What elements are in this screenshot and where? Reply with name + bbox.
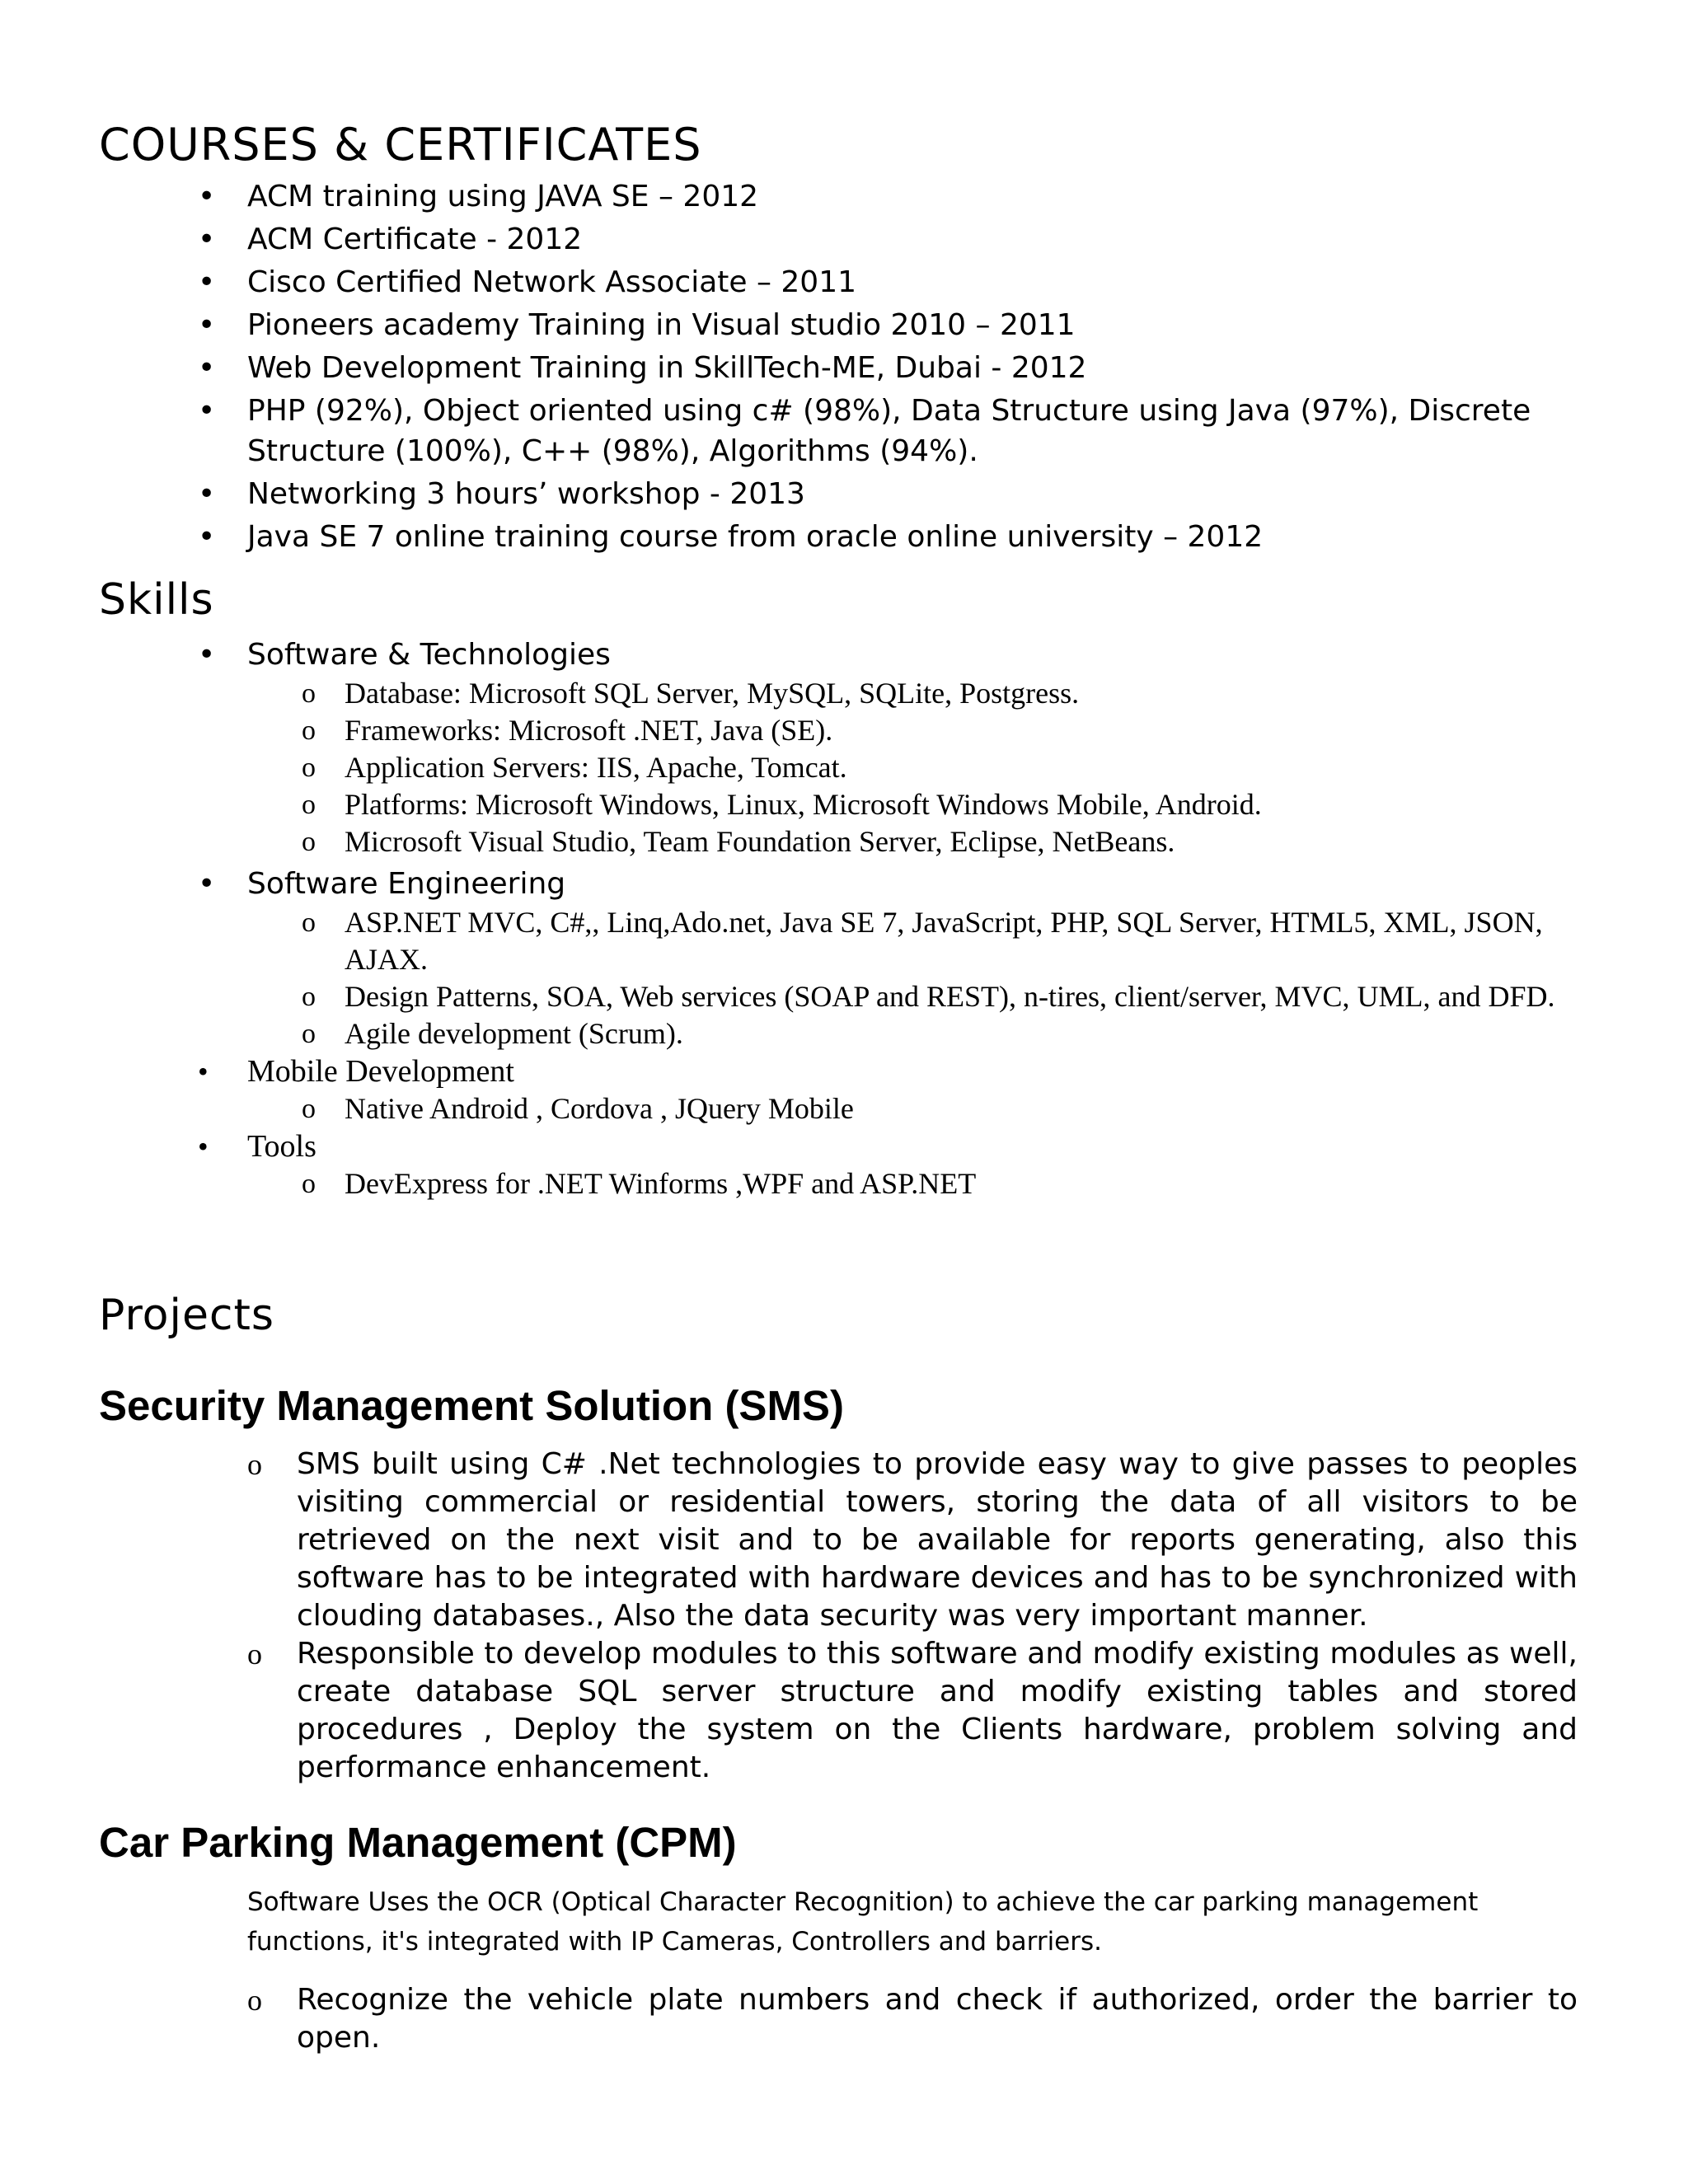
courses-heading: COURSES & CERTIFICATES [99,119,702,171]
projects-heading: Projects [99,1291,275,1340]
sub-bullet-icon: o [302,790,316,820]
skill-group-software-engineering [0,864,1688,1052]
bullet-icon: • [198,308,216,342]
list-item: • Web Development Training in SkillTech-ME, Dubai - 2012 [0,348,1688,388]
skill-group-label: Software & Technologies [247,638,611,672]
sub-bullet-icon: o [302,715,316,746]
sub-bullet-icon: o [302,907,316,938]
list-item: o Microsoft Visual Studio, Team Foundation Server, Eclipse, NetBeans. [247,823,1578,860]
sub-bullet-icon: o [302,982,316,1012]
list-item: o ASP.NET MVC, C#,, Linq,Ado.net, Java SE 7, JavaScript, PHP, SQL Server, HTML5, XML, JSON, AJAX. [302,906,1543,976]
bullet-icon: • [198,351,216,385]
bullet-icon: • [198,520,216,554]
skill-group-software-technologies [0,635,1688,860]
sub-bullet-icon: o [247,1638,262,1671]
list-item: • PHP (92%), Object oriented using c# (98%), Data Structure using Java (97%), Discrete Structure (100%), C++ (98%), Algorithms (94%). [0,391,1688,471]
list-item: • Pioneers academy Training in Visual studio 2010 – 2011 [0,305,1688,345]
sub-bullet-icon: o [302,678,316,709]
list-item: o Design Patterns, SOA, Web services (SOAP and REST), n-tires, client/server, MVC, UML, and DFD. [247,978,1578,1015]
list-item: o Database: Microsoft SQL Server, MySQL, SQLite, Postgress. [247,675,1578,712]
project-title-sms: Security Management Solution (SMS) [99,1382,844,1429]
list-item: o Frameworks: Microsoft .NET, Java (SE). [247,712,1578,749]
cpm-description: Software Uses the OCR (Optical Character Recognition) to achieve the car parking management functions, it's integrated with IP Cameras, Controllers and barriers. [247,1887,1479,1957]
sub-bullet-icon: o [302,1169,316,1199]
list-item: o Responsible to develop modules to this software and modify existing modules as well, create database SQL server structure and modify existing tables and stored procedures , Deploy the system on the Clients hardware, problem solving and performance enhancement. [247,1637,1578,1784]
project-title-cpm: Car Parking Management (CPM) [99,1819,737,1866]
bullet-icon: • [198,1130,209,1163]
bullet-icon: • [198,638,216,672]
list-item: • Java SE 7 online training course from oracle online university – 2012 [0,517,1688,557]
list-item: o Recognize the vehicle plate numbers and check if authorized, order the barrier to open. [247,1983,1578,2055]
sub-bullet-icon: o [302,1019,316,1049]
skill-group-label: Tools [247,1129,316,1164]
bullet-icon: • [198,1055,209,1088]
bullet-icon: • [198,394,216,428]
list-item: o Application Servers: IIS, Apache, Tomcat. [247,749,1578,786]
skill-group-label: Mobile Development [247,1054,514,1089]
list-item: • ACM training using JAVA SE – 2012 [0,176,1688,217]
bullet-icon: • [198,477,216,511]
sub-bullet-icon: o [302,827,316,857]
list-item: • ACM Certificate - 2012 [0,219,1688,260]
list-item: o Platforms: Microsoft Windows, Linux, Microsoft Windows Mobile, Android. [247,786,1578,823]
list-item: • Cisco Certified Network Associate – 2011 [0,262,1688,302]
courses-list [0,176,1688,557]
skills-list [0,635,1688,1202]
list-item: o SMS built using C# .Net technologies to provide easy way to give passes to peoples visiting commercial or residential towers, storing the data of all visitors to be retrieved on the next visit and to be available for reports generating, also this software has to be integrated with hardware devices and has to be synchronized with clouding databases., Also the data security was very important manner. [247,1447,1578,1633]
bullet-icon: • [198,223,216,256]
skill-group-mobile-development [0,1052,1688,1127]
sub-bullet-icon: o [302,1094,316,1124]
skill-sublist [247,1165,1578,1202]
sub-bullet-icon: o [302,752,316,783]
skill-group-label: Software Engineering [247,867,566,901]
list-item: o Agile development (Scrum). [247,1015,1578,1052]
skill-sublist [247,904,1578,1052]
sub-bullet-icon: o [247,1984,262,2017]
cpm-details-list [0,1981,1688,2057]
bullet-icon: • [198,180,216,213]
skill-group-tools [0,1127,1688,1202]
list-item: o DevExpress for .NET Winforms ,WPF and ASP.NET [247,1165,1578,1202]
sub-bullet-icon: o [247,1448,262,1481]
bullet-icon: • [198,867,216,901]
bullet-icon: • [198,265,216,299]
sms-details-list [0,1446,1688,1787]
list-item: o Native Android , Cordova , JQuery Mobile [247,1090,1578,1127]
skills-heading: Skills [99,575,214,625]
list-item: • Networking 3 hours’ workshop - 2013 [0,474,1688,514]
skill-sublist [247,675,1578,860]
skill-sublist [247,1090,1578,1127]
